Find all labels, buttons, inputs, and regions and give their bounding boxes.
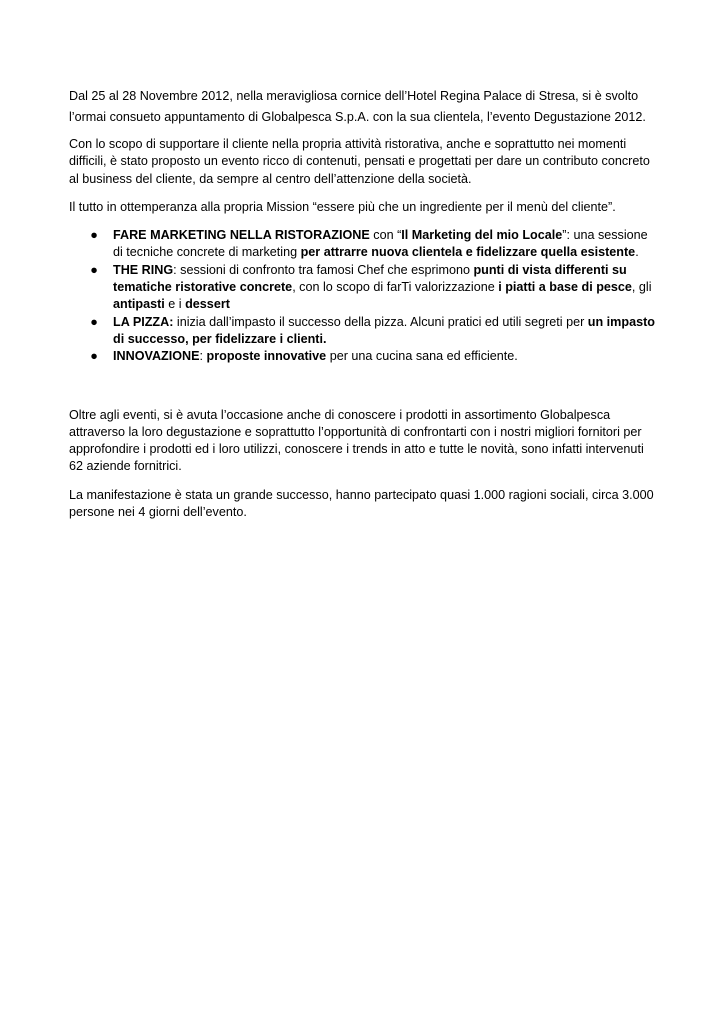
spacer: [69, 366, 659, 407]
intro-paragraph: Dal 25 al 28 Novembre 2012, nella meravigliosa cornice dell’Hotel Regina Palace di Stresa, si è svolto l’ormai consueto appuntamento di Globalpesca S.p.A. con la sua clientela, l’evento Degustazione 2012.: [69, 89, 646, 124]
success-paragraph: La manifestazione è stata un grande successo, hanno partecipato quasi 1.000 ragioni sociali, circa 3.000 persone nei 4 giorni dell’evento.: [69, 487, 654, 520]
bullet-icon: ●: [90, 314, 98, 329]
products-paragraph: Oltre agli eventi, si è avuta l’occasione anche di conoscere i prodotti in assortimento Globalpesca attraverso la loro degustazione e soprattutto l’opportunità di confrontarti con i nostri migliori fornitori per approfondire i prodotti ed i loro utilizzi, conoscere i trends in atto e tutte le novità, sono infatti intervenuti 62 aziende fornitrici.: [69, 407, 644, 474]
bullet-icon: ●: [90, 228, 98, 243]
mission-paragraph: Il tutto in ottemperanza alla propria Mission “essere più che un ingrediente per il menù del cliente”.: [69, 199, 616, 214]
bullet-icon: ●: [90, 262, 98, 277]
list-item-marketing: ● FARE MARKETING NELLA RISTORAZIONE con “Il Marketing del mio Locale”: una sessione di tecniche concrete di marketing per attrarre nuova clientela e fidelizzare quella esistente.: [90, 228, 648, 260]
event-list: [69, 227, 659, 365]
list-item-pizza: ● LA PIZZA: inizia dall’impasto il successo della pizza. Alcuni pratici ed utili segreti per un impasto di successo, per fidelizzare i clienti.: [90, 314, 655, 346]
purpose-paragraph: Con lo scopo di supportare il cliente nella propria attività ristorativa, anche e soprattutto nei momenti difficili, è stato proposto un evento ricco di contenuti, pensati e progettati per dare un contributo concreto al business del cliente, da sempre al centro dell’attenzione della società.: [69, 137, 650, 186]
list-item-innovazione: ● INNOVAZIONE: proposte innovative per una cucina sana ed efficiente.: [113, 348, 659, 365]
list-item-the-ring: ● THE RING: sessioni di confronto tra famosi Chef che esprimono punti di vista differenti su tematiche ristorative concrete, con lo scopo di farTi valorizzazione i piatti a base di pesce, gli antipasti e i dessert: [90, 262, 652, 312]
document-body: [69, 86, 659, 521]
bullet-icon: ●: [90, 349, 98, 364]
